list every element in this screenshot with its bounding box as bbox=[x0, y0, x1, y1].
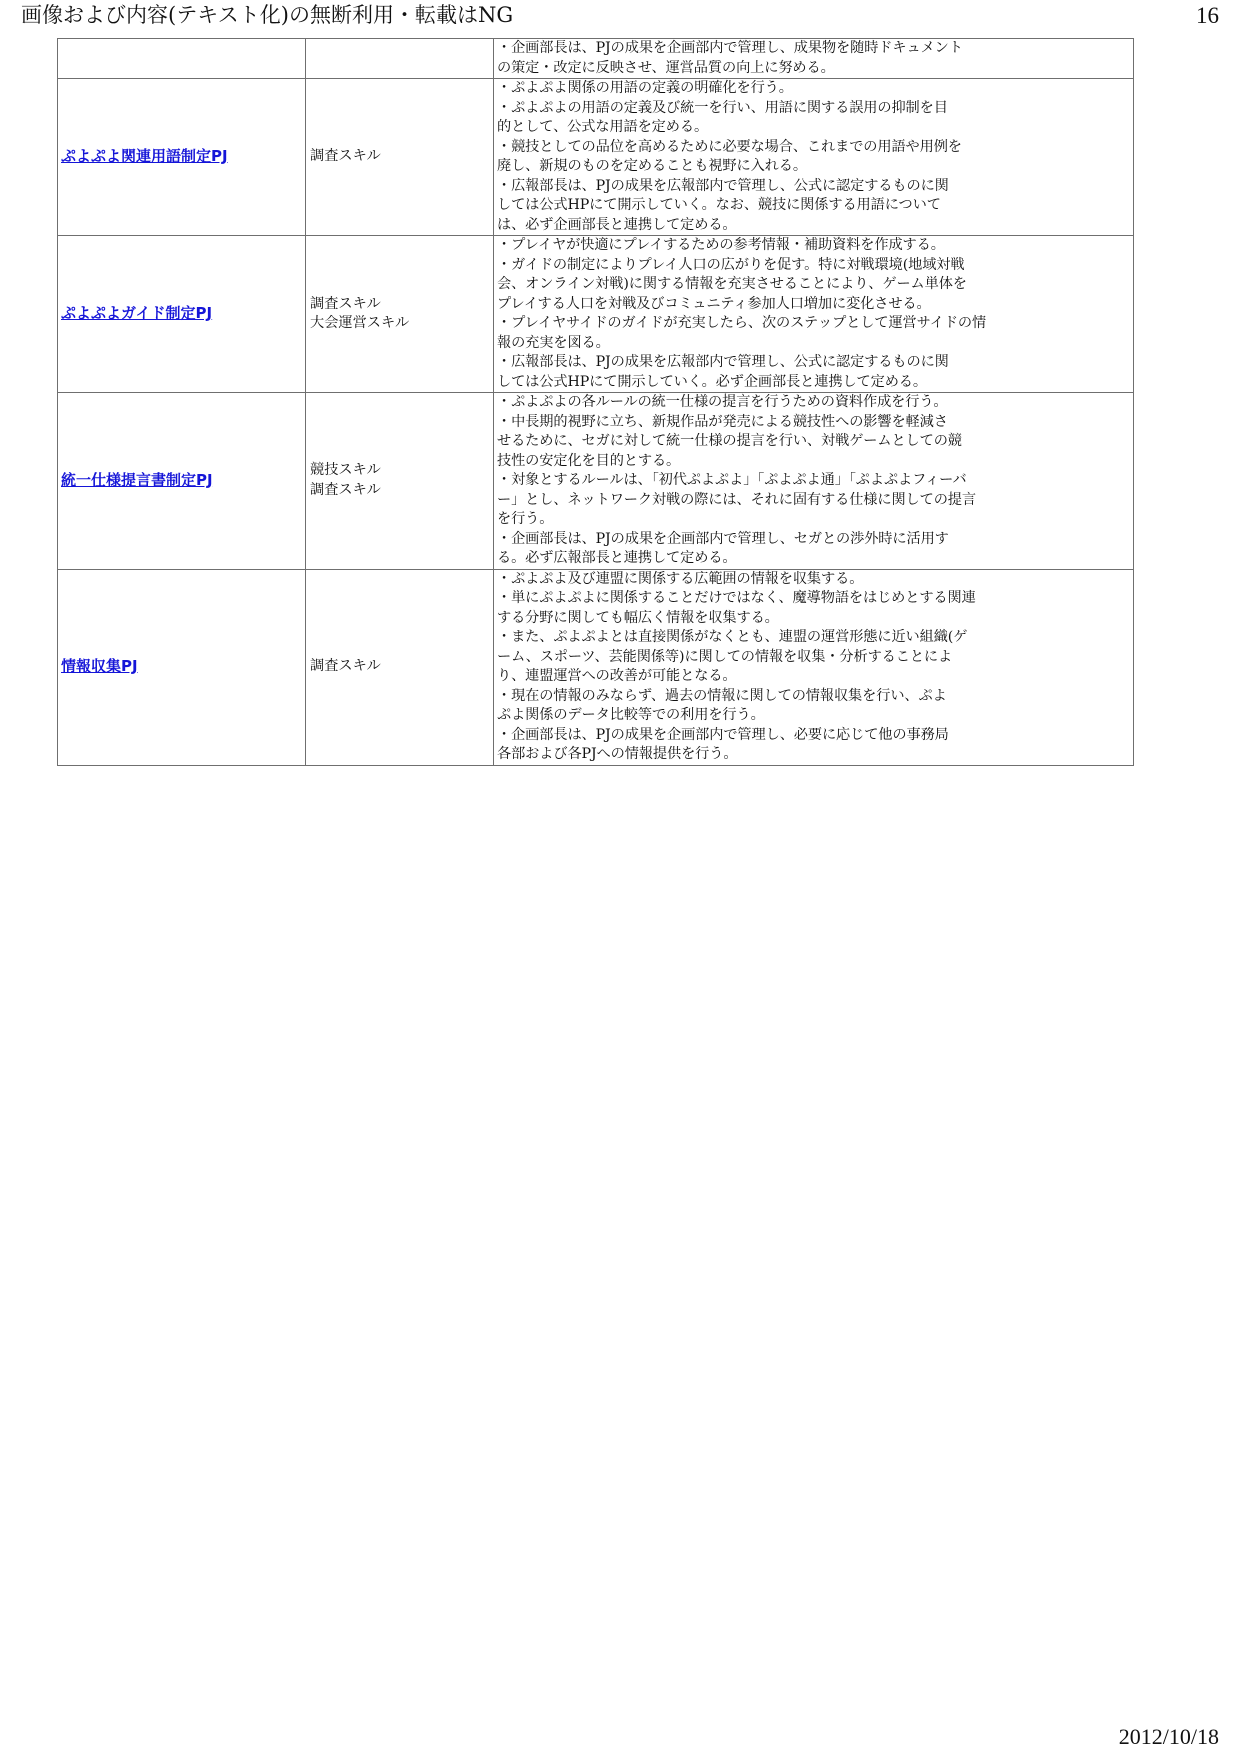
table-row bbox=[58, 79, 1134, 236]
project-name-cell bbox=[58, 79, 306, 236]
description-line: ・広報部長は、PJの成果を広報部内で管理し、公式に認定するものに関 bbox=[497, 354, 949, 370]
description-line: ・また、ぷよぷよとは直接関係がなくとも、連盟の運営形態に近い組織(ゲ bbox=[497, 629, 968, 645]
description-line: ・現在の情報のみならず、過去の情報に関しての情報収集を行い、ぷよ bbox=[497, 687, 947, 704]
description-line: 各部および各PJへの情報提供を行う。 bbox=[497, 746, 738, 762]
description-line: ぷよ関係のデータ比較等での利用を行う。 bbox=[497, 707, 765, 723]
project-link-terminology[interactable]: ぷよぷよ関連用語制定PJ bbox=[61, 146, 228, 165]
page-footer-date: 2012/10/18 bbox=[1118, 1724, 1219, 1749]
description-line: ・対象とするルールは、「初代ぷよぷよ」「ぷよぷよ通」「ぷよぷよフィーバ bbox=[497, 472, 967, 488]
project-link-info-gathering[interactable]: 情報収集PJ bbox=[61, 656, 138, 675]
description-line: ・企画部長は、PJの成果を企画部内で管理し、成果物を随時ドキュメント bbox=[497, 40, 963, 56]
description-line: ・中長期的視野に立ち、新規作品が発売による競技性への影響を軽減さ bbox=[497, 413, 948, 430]
description-line: 報の充実を図る。 bbox=[497, 334, 610, 351]
skill-cell bbox=[306, 39, 494, 79]
description-line: しては公式HPにて開示していく。必ず企画部長と連携して定める。 bbox=[497, 373, 927, 390]
description-line: する分野に関しても幅広く情報を収集する。 bbox=[497, 609, 779, 626]
skill-label: 調査スキル bbox=[310, 481, 381, 498]
project-name-cell bbox=[58, 569, 306, 765]
skill-label: 調査スキル bbox=[310, 295, 381, 312]
description-cell bbox=[494, 79, 1134, 236]
description-line: ・広報部長は、PJの成果を広報部内で管理し、公式に認定するものに関 bbox=[497, 177, 949, 194]
skill-cell bbox=[306, 393, 494, 570]
table-row bbox=[58, 393, 1134, 570]
description-line: 会、オンライン対戦)に関する情報を充実させることにより、ゲーム単体を bbox=[497, 276, 967, 292]
table-row bbox=[58, 236, 1134, 393]
description-line: ・プレイヤが快適にプレイするための参考情報・補助資料を作成する。 bbox=[497, 237, 945, 253]
description-line: ー」とし、ネットワーク対戦の際には、それに固有する仕様に関しての提言 bbox=[497, 491, 976, 508]
description-line: り、連盟運営への改善が可能となる。 bbox=[497, 668, 737, 684]
description-line: ・企画部長は、PJの成果を企画部内で管理し、必要に応じて他の事務局 bbox=[497, 726, 949, 743]
description-cell bbox=[494, 236, 1134, 393]
description-line: ・ぷよぷよの用語の定義及び統一を行い、用語に関する誤用の抑制を目 bbox=[497, 99, 948, 116]
description-cell bbox=[494, 393, 1134, 570]
description-line: しては公式HPにて開示していく。なお、競技に関係する用語について bbox=[497, 197, 941, 213]
page-number: 16 bbox=[1196, 3, 1219, 28]
description-line: 技性の安定化を目的とする。 bbox=[497, 452, 681, 469]
skill-cell bbox=[306, 79, 494, 236]
description-cell bbox=[494, 569, 1134, 765]
skill-label: 調査スキル bbox=[310, 148, 381, 165]
description-line: ・ぷよぷよ関係の用語の定義の明確化を行う。 bbox=[497, 80, 793, 96]
project-link-guide[interactable]: ぷよぷよガイド制定PJ bbox=[61, 303, 213, 322]
description-line: ・ぷよぷよ及び連盟に関係する広範囲の情報を収集する。 bbox=[497, 570, 864, 587]
description-line: ・競技としての品位を高めるために必要な場合、これまでの用語や用例を bbox=[497, 138, 962, 155]
description-line: の策定・改定に反映させ、運営品質の向上に努める。 bbox=[497, 59, 835, 76]
description-line: せるために、セガに対して統一仕様の提言を行い、対戦ゲームとしての競 bbox=[497, 433, 962, 449]
description-line: ・ガイドの制定によりプレイ人口の広がりを促す。特に対戦環境(地域対戦 bbox=[497, 256, 965, 273]
project-link-unified-spec[interactable]: 統一仕様提言書制定PJ bbox=[61, 470, 213, 489]
table-row bbox=[58, 39, 1134, 79]
table-row bbox=[58, 569, 1134, 765]
page-title: 画像および内容(テキスト化)の無断利用・転載はNG bbox=[21, 3, 514, 27]
project-name-cell bbox=[58, 39, 306, 79]
description-line: ・単にぷよぷよに関係することだけではなく、魔導物語をはじめとする関連 bbox=[497, 590, 976, 606]
skill-label: 大会運営スキル bbox=[310, 315, 410, 331]
page-header bbox=[21, 0, 1219, 34]
description-line: る。必ず広報部長と連携して定める。 bbox=[497, 550, 737, 566]
description-line: ・ぷよぷよの各ルールの統一仕様の提言を行うための資料作成を行う。 bbox=[497, 394, 948, 410]
description-line: ーム、スポーツ、芸能関係等)に関しての情報を収集・分析することによ bbox=[497, 648, 953, 665]
skill-cell bbox=[306, 569, 494, 765]
description-line: 廃し、新規のものを定めることも視野に入れる。 bbox=[497, 158, 807, 174]
description-cell bbox=[494, 39, 1134, 79]
skill-label: 調査スキル bbox=[310, 658, 381, 675]
description-line: プレイする人口を対戦及びコミュニティ参加人口増加に変化させる。 bbox=[497, 295, 931, 312]
description-line: ・企画部長は、PJの成果を企画部内で管理し、セガとの渉外時に活用す bbox=[497, 530, 949, 547]
project-name-cell bbox=[58, 236, 306, 393]
skill-label: 競技スキル bbox=[310, 462, 381, 479]
project-name-cell bbox=[58, 393, 306, 570]
description-line: ・プレイヤサイドのガイドが充実したら、次のステップとして運営サイドの情 bbox=[497, 315, 987, 331]
description-line: 的として、公式な用語を定める。 bbox=[497, 119, 709, 135]
description-line: は、必ず企画部長と連携して定める。 bbox=[497, 216, 737, 233]
project-table bbox=[57, 38, 1134, 766]
skill-cell bbox=[306, 236, 494, 393]
description-line: を行う。 bbox=[497, 511, 554, 527]
